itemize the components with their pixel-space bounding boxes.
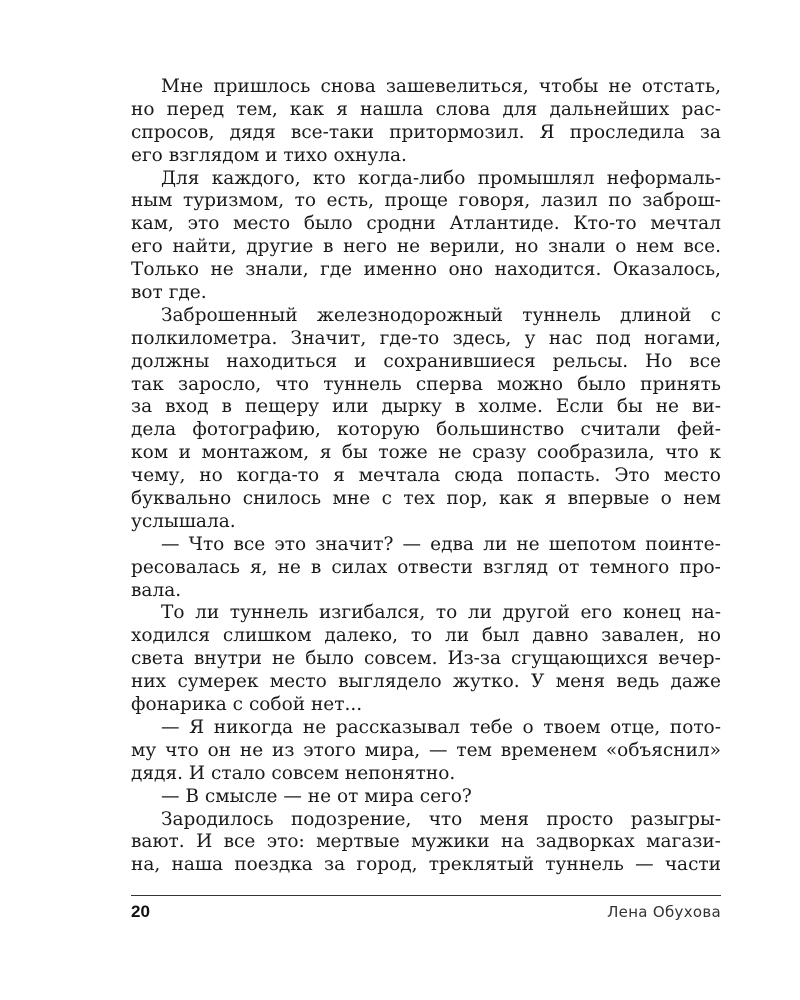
text-line-words: Заброшенный железнодорожный туннель длиной с: [161, 304, 721, 326]
page-number: 20: [131, 902, 150, 921]
text-line: [131, 259, 721, 282]
text-line: [131, 145, 721, 168]
text-line: [131, 99, 721, 122]
text-line: [131, 282, 721, 305]
text-line-words: ходился слишком далеко, то ли был давно завален, но: [131, 625, 721, 647]
text-line-words: его найти, другие в него не верили, но знали о нем все.: [131, 236, 721, 258]
text-line-words: То ли туннель изгибался, то ли другой его конец на-: [161, 602, 721, 624]
text-line-words: света внутри не было совсем. Из-за сгущающихся вечер-: [131, 648, 721, 670]
text-line-words: фонарика с собой нет...: [131, 694, 363, 716]
text-line: [131, 809, 721, 832]
text-line-words: но перед тем, как я нашла слова для дальнейших рас-: [131, 98, 721, 120]
text-line: [131, 557, 721, 580]
text-line: [131, 419, 721, 442]
body-text: [131, 76, 721, 877]
text-line-words: них сумерек место выглядело жутко. У меня ведь даже: [131, 671, 721, 693]
text-line: [131, 786, 721, 809]
text-line-words: спросов, дядя все-таки притормозил. Я проследила за: [131, 121, 721, 143]
text-line: [131, 442, 721, 465]
text-line: [131, 328, 721, 351]
text-line: [131, 740, 721, 763]
text-line: [131, 854, 721, 877]
text-line: [131, 168, 721, 191]
text-line-words: ком и монтажом, я бы тоже не сразу сообразила, что к: [131, 442, 721, 464]
text-line: [131, 374, 721, 397]
text-line-words: должны находиться и сохранившиеся рельсы. Но все: [131, 350, 721, 372]
text-line: [131, 488, 721, 511]
text-line: [131, 694, 721, 717]
text-line-words: — В смысле — не от мира сего?: [161, 785, 472, 807]
text-line: [131, 602, 721, 625]
text-line: [131, 213, 721, 236]
text-line-words: вала.: [131, 579, 182, 601]
text-line-words: за вход в пещеру или дырку в холме. Если бы не ви-: [131, 396, 721, 418]
text-line: [131, 534, 721, 557]
text-line-words: полкилометра. Значит, где-то здесь, у нас под ногами,: [131, 327, 721, 349]
text-line: [131, 351, 721, 374]
text-line: [131, 580, 721, 603]
text-line: [131, 763, 721, 786]
text-line: [131, 625, 721, 648]
text-line-words: вают. И все это: мертвые мужики на задворках магази-: [131, 831, 721, 853]
text-line-words: так заросло, что туннель сперва можно было принять: [131, 373, 721, 395]
text-line: [131, 122, 721, 145]
text-line-words: — Я никогда не рассказывал тебе о твоем отце, пото-: [161, 716, 721, 738]
text-line: [131, 831, 721, 854]
text-line-words: ресовалась я, не в силах отвести взгляд от темного про-: [131, 556, 721, 578]
text-line: [131, 717, 721, 740]
text-line: [131, 511, 721, 534]
text-line-words: Зародилось подозрение, что меня просто разыгры-: [161, 808, 721, 830]
text-line-words: Только не знали, где именно оно находится. Оказалось,: [131, 259, 721, 281]
text-line-words: му что он не из этого мира, — тем временем «объяснил»: [131, 739, 721, 761]
text-line: [131, 190, 721, 213]
text-line-words: на, наша поездка за город, треклятый туннель — части: [131, 854, 721, 876]
text-line: [131, 396, 721, 419]
text-line-words: — Что все это значит? — едва ли не шепотом поинте-: [161, 533, 721, 555]
text-line-words: вот где.: [131, 282, 207, 304]
text-line-words: дела фотографию, которую большинство считали фей-: [131, 419, 721, 441]
text-line-words: буквально снилось мне с тех пор, как я впервые о нем: [131, 488, 721, 510]
text-line: [131, 648, 721, 671]
running-author: Лена Обухова: [607, 903, 721, 921]
text-line: [131, 305, 721, 328]
text-line: [131, 76, 721, 99]
text-line-words: кам, это место было сродни Атлантиде. Кто-то мечтал: [131, 213, 721, 235]
text-line-words: Мне пришлось снова зашевелиться, чтобы не отстать,: [161, 76, 721, 97]
text-line: [131, 465, 721, 488]
text-line: [131, 236, 721, 259]
text-line-words: услышала.: [131, 510, 236, 532]
text-line-words: ным туризмом, то есть, проще говоря, лазил по заброш-: [131, 190, 721, 212]
text-line-words: чему, но когда-то я мечтала сюда попасть. Это место: [131, 465, 721, 487]
footer-divider: [131, 895, 721, 896]
text-line-words: его взглядом и тихо охнула.: [131, 144, 407, 166]
text-line: [131, 671, 721, 694]
text-line-words: дядя. И стало совсем непонятно.: [131, 762, 456, 784]
text-line-words: Для каждого, кто когда-либо промышлял неформаль-: [161, 167, 721, 189]
